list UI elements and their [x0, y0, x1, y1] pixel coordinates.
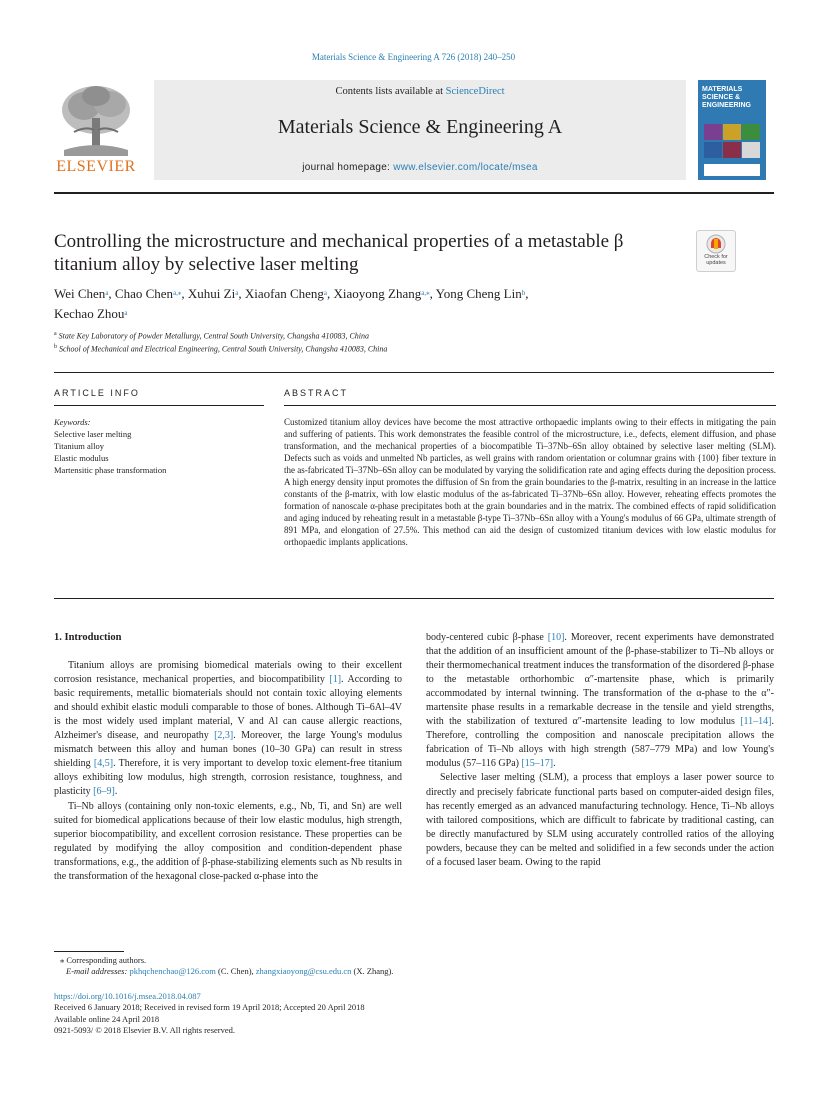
reference-link[interactable]: [15–17]: [521, 758, 554, 770]
reference-link[interactable]: [2,3]: [214, 730, 234, 742]
footnote-rule: [54, 951, 124, 952]
received-dates: Received 6 January 2018; Received in revised form 19 April 2018; Accepted 20 April 2018: [54, 1002, 365, 1013]
cover-footer: [704, 164, 760, 176]
article-info-rule: [54, 405, 264, 406]
footnotes: [54, 955, 774, 978]
available-online: Available online 24 April 2018: [54, 1013, 160, 1024]
copyright: 0921-5093/ © 2018 Elsevier B.V. All rights reserved.: [54, 1024, 236, 1035]
affiliation: $^b$ School of Mechanical and Electrical Engineering, Central South University, Changsha 410083, China: [54, 344, 388, 354]
journal-title: Materials Science & Engineering A: [277, 116, 563, 138]
check-for-updates-label: Check for updates: [704, 254, 728, 266]
author[interactable]: Kechao Zhou$^a$: [54, 306, 128, 321]
keywords-block: [54, 416, 264, 476]
keyword: Titanium alloy: [54, 441, 104, 451]
abstract-rule: [284, 405, 776, 406]
article-title: Controlling the microstructure and mechanical properties of a metastable β titanium alloy by selective laser melting: [54, 231, 624, 275]
reference-link[interactable]: [11–14]: [740, 716, 772, 728]
sciencedirect-link[interactable]: ScienceDirect: [445, 86, 505, 97]
author[interactable]: Chao Chen$^{a,⁎}$,: [114, 286, 188, 301]
reference-link[interactable]: [10]: [547, 632, 565, 643]
elsevier-tree-icon: [54, 80, 138, 158]
journal-homepage: journal homepage: www.elsevier.com/locate/msea: [302, 162, 538, 173]
abstract-heading: ABSTRACT: [284, 388, 349, 398]
affiliation: $^a$ State Key Laboratory of Powder Metallurgy, Central South University, Changsha 410083, China: [54, 331, 370, 341]
paragraph: Selective laser melting (SLM), a process that employs a laser power source to directly and precisely fabricate functional parts based on computer-aided design files, has recently emerged as an advanced manufacturing technology. Hence, Ti–Nb alloys with tailored compositions, which are difficult to fabricate by traditional casting, can be directly manufactured by SLM using accurately controlled ratios of the alloying powders, because they can be melted and solidified in a few seconds under the action of a focused laser beam. Owing to the rapid: [426, 772, 774, 868]
header-rule: [54, 192, 774, 194]
email-link[interactable]: pkhqchenchao@126.com: [129, 966, 216, 977]
reference-link[interactable]: [6–9]: [93, 786, 115, 798]
author[interactable]: Wei Chen$^a$,: [54, 286, 115, 301]
keyword: Martensitic phase transformation: [54, 465, 167, 475]
journal-banner: [154, 80, 686, 180]
keyword: Selective laser melting: [54, 429, 132, 439]
section-heading-introduction: 1. Introduction: [54, 632, 122, 643]
reference-link[interactable]: [1]: [329, 674, 342, 686]
paragraph: Titanium alloys are promising biomedical materials owing to their excellent corrosion resistance, mechanical properties, and biocompatibility [1]. According to basic requirements, metallic biomaterials should not contain toxic alloying elements and should exhibit elastic moduli comparable to those of bones. Although Ti–6Al–4V is the most widely used implant material, V and Al can cause allergic reactions, Alzheimer's disease, and neuropathy [2,3]. Moreover, the large Young's modulus mismatch between this alloy and human bones (10–30 GPa) can result in stress shielding [4,5]. Therefore, it is very important to develop toxic element-free titanium alloys exhibiting low modulus, high strength, corrosion resistance, toughness, and plasticity [6–9].: [54, 660, 403, 798]
paragraph: Ti–Nb alloys (containing only non-toxic elements, e.g., Nb, Ti, and Sn) are well suited for biomedical applications because of their low elastic modulus, high strength, superior biocompatibility, and excellent corrosion resistance. These properties can be regulated by modifying the alloy composition and condition-dependent phase transformations, e.g., the addition of β-phase-stabilizing elements such as Nb results in the transformation of the hexagonal close-packed α-phase into the: [54, 800, 402, 882]
author[interactable]: Xiaofan Cheng$^a$,: [244, 286, 334, 301]
journal-citation[interactable]: Materials Science & Engineering A 726 (2018) 240–250: [311, 52, 516, 62]
doi-link[interactable]: https://doi.org/10.1016/j.msea.2018.04.087: [54, 991, 201, 1001]
contents-line: Contents lists available at ScienceDirect: [335, 86, 505, 97]
email-note: E-mail addresses: pkhqchenchao@126.com (C. Chen), zhangxiaoyong@csu.edu.cn (X. Zhang).: [66, 966, 394, 977]
check-for-updates-button[interactable]: [696, 230, 736, 272]
author[interactable]: Xiaoyong Zhang$^{a,⁎}$,: [333, 286, 436, 301]
journal-cover[interactable]: [698, 80, 766, 180]
homepage-link[interactable]: www.elsevier.com/locate/msea: [393, 162, 538, 173]
keyword: Elastic modulus: [54, 453, 109, 463]
body-column-right: [426, 631, 774, 870]
email-link[interactable]: zhangxiaoyong@csu.edu.cn: [255, 966, 352, 977]
cover-title: MATERIALS SCIENCE & ENGINEERING: [702, 86, 752, 109]
body-rule: [54, 598, 774, 599]
article-info-heading: ARTICLE INFO: [54, 388, 140, 398]
cover-image-icon: [704, 124, 760, 158]
elsevier-wordmark: ELSEVIER: [56, 158, 136, 175]
author[interactable]: Xuhui Zi$^a$,: [187, 286, 245, 301]
keywords-label: Keywords:: [54, 417, 91, 427]
author[interactable]: Yong Cheng Lin$^b$,: [435, 286, 529, 301]
author-list: [54, 284, 694, 324]
publication-info: [54, 991, 774, 1036]
corresponding-note: ⁎ Corresponding authors.: [60, 955, 147, 965]
paragraph: body-centered cubic β-phase [10]. Moreover, recent experiments have demonstrated that the addition of an insufficient amount of the β-phase-stabilizer to Ti–Nb alloys or their thermomechanical treatment induces the transformation of the disordered β-phase to the metastable orthorhombic α″-martensite phase, which is primarily accommodated by internal twinning. The transformation of the α-phase to the α″-martensite phase results in a remarkable decrease in the tensile and yield strengths, with the stabilization of textured α″-martensite leading to low modulus [11–14]. Therefore, controlling the composition and nanoscale precipitation allows the fabrication of Ti–Nb alloys with high strength (587–779 MPa) and low Young's modulus (57–116 GPa) [15–17].: [426, 632, 775, 770]
reference-link[interactable]: [4,5]: [93, 758, 114, 770]
body-column-left: [54, 631, 402, 884]
abstract-text: Customized titanium alloy devices have become the most attractive orthopaedic implants owing to their effects in mitigating the pain and suffering of patients. This work demonstrates the feasible control of the microstructure, i.e., defects, element diffusion, and phase transformation, and the mechanical properties of a biocompatible Ti–37Nb–6Sn alloy obtained by selective laser melting (SLM). Defects such as voids and unmelted Nb particles, as well grains with random orientation or columnar grains with {100} fiber texture in the as-fabricated Ti–37Nb–6Sn alloy can be modulated by varying the solidification rate and aging effects during the deposition process. A high energy density input promotes the diffusion of Sn from the grain boundaries to the β-matrix, resulting in an increase in the lattice constants of the β-matrix, with low elastic modulus of the as-fabricated Ti–37Nb–6Sn alloy. However, reheating effects promotes the formation of nanoscale α-phase precipitates both at the grain boundaries and in the matrix. The combined effects of rapid solidification and aging induced by reheating result in a metastable β-type Ti–37Nb–6Sn alloy with a Young's modulus of 66 GPa, ultimate strength of 891 MPa, and elongation of 27.5%. This method can aid the design of customized titanium devices with low elastic modulus for orthopaedic implants applications.: [284, 417, 776, 547]
crossmark-icon: [706, 234, 726, 254]
section-rule: [54, 372, 774, 373]
